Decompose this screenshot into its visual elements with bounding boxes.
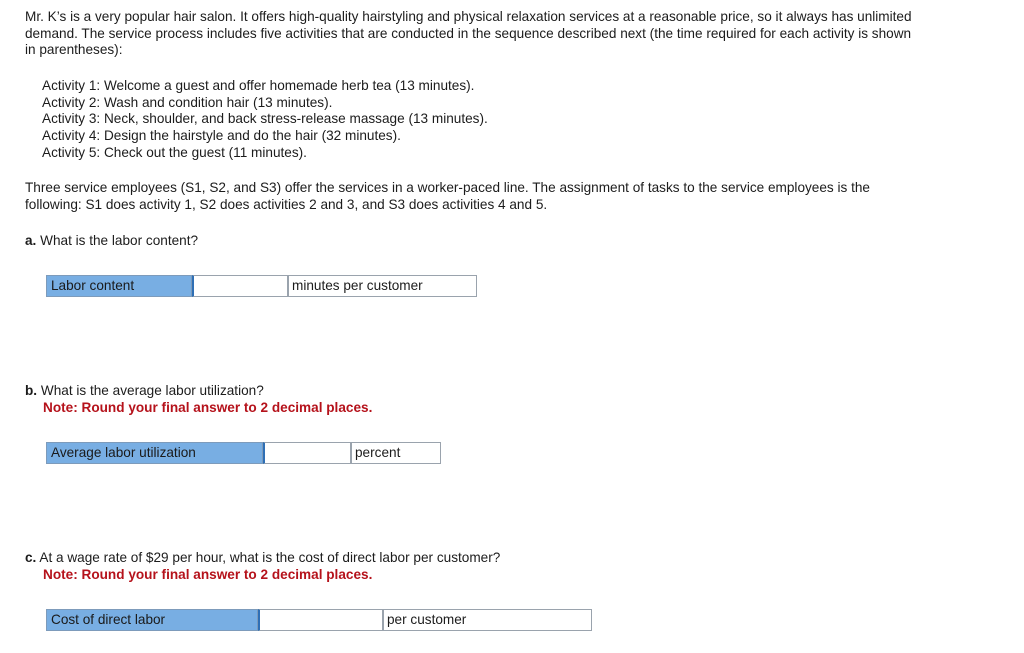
cost-of-direct-labor-input[interactable]: [258, 609, 383, 631]
labor-content-unit: minutes per customer: [288, 275, 477, 297]
answer-row-a: [46, 275, 477, 297]
question-c-letter: c.: [25, 550, 37, 565]
question-b-letter: b.: [25, 383, 38, 398]
answer-row-c: [46, 609, 592, 631]
question-c: [25, 549, 500, 566]
question-a-letter: a.: [25, 233, 37, 248]
average-labor-utilization-input[interactable]: [263, 442, 351, 464]
cost-of-direct-labor-label: Cost of direct labor: [46, 609, 258, 631]
activity-item: Activity 2: Wash and condition hair (13 minutes).: [42, 94, 333, 110]
activity-item: Activity 5: Check out the guest (11 minutes).: [42, 144, 307, 160]
activity-item: Activity 4: Design the hairstyle and do the hair (32 minutes).: [42, 128, 401, 144]
question-a: [25, 232, 198, 249]
activity-item: Activity 3: Neck, shoulder, and back stress-release massage (13 minutes).: [42, 111, 488, 127]
labor-content-input[interactable]: [192, 275, 288, 297]
average-labor-utilization-label: Average labor utilization: [46, 442, 263, 464]
labor-content-label: Labor content: [46, 275, 192, 297]
activity-item: Activity 1: Welcome a guest and offer homemade herb tea (13 minutes).: [42, 78, 475, 93]
question-b: [25, 382, 264, 399]
question-c-text: At a wage rate of $29 per hour, what is the cost of direct labor per customer?: [39, 550, 501, 565]
answer-row-b: [46, 442, 441, 464]
question-b-text: What is the average labor utilization?: [40, 383, 264, 398]
average-labor-utilization-unit: percent: [351, 442, 441, 464]
note-b: Note: Round your final answer to 2 decimal places.: [43, 400, 373, 415]
task-assignment: Three service employees (S1, S2, and S3) offer the services in a worker-paced line. The assignment of tasks to the service employees is the following: S1 does activity 1, S2 does activities 2 and 3, and S3 does activities 4 and 5.: [25, 180, 870, 212]
question-a-text: What is the labor content?: [40, 233, 199, 248]
cost-of-direct-labor-unit: per customer: [383, 609, 592, 631]
note-c: Note: Round your final answer to 2 decimal places.: [43, 567, 373, 582]
activity-list: [42, 78, 488, 162]
problem-intro: Mr. K’s is a very popular hair salon. It offers high-quality hairstyling and physical relaxation services at a reasonable price, so it always has unlimited demand. The service process includes five activities that are conducted in the sequence described next (the time required for each activity is shown in parentheses):: [25, 9, 912, 58]
